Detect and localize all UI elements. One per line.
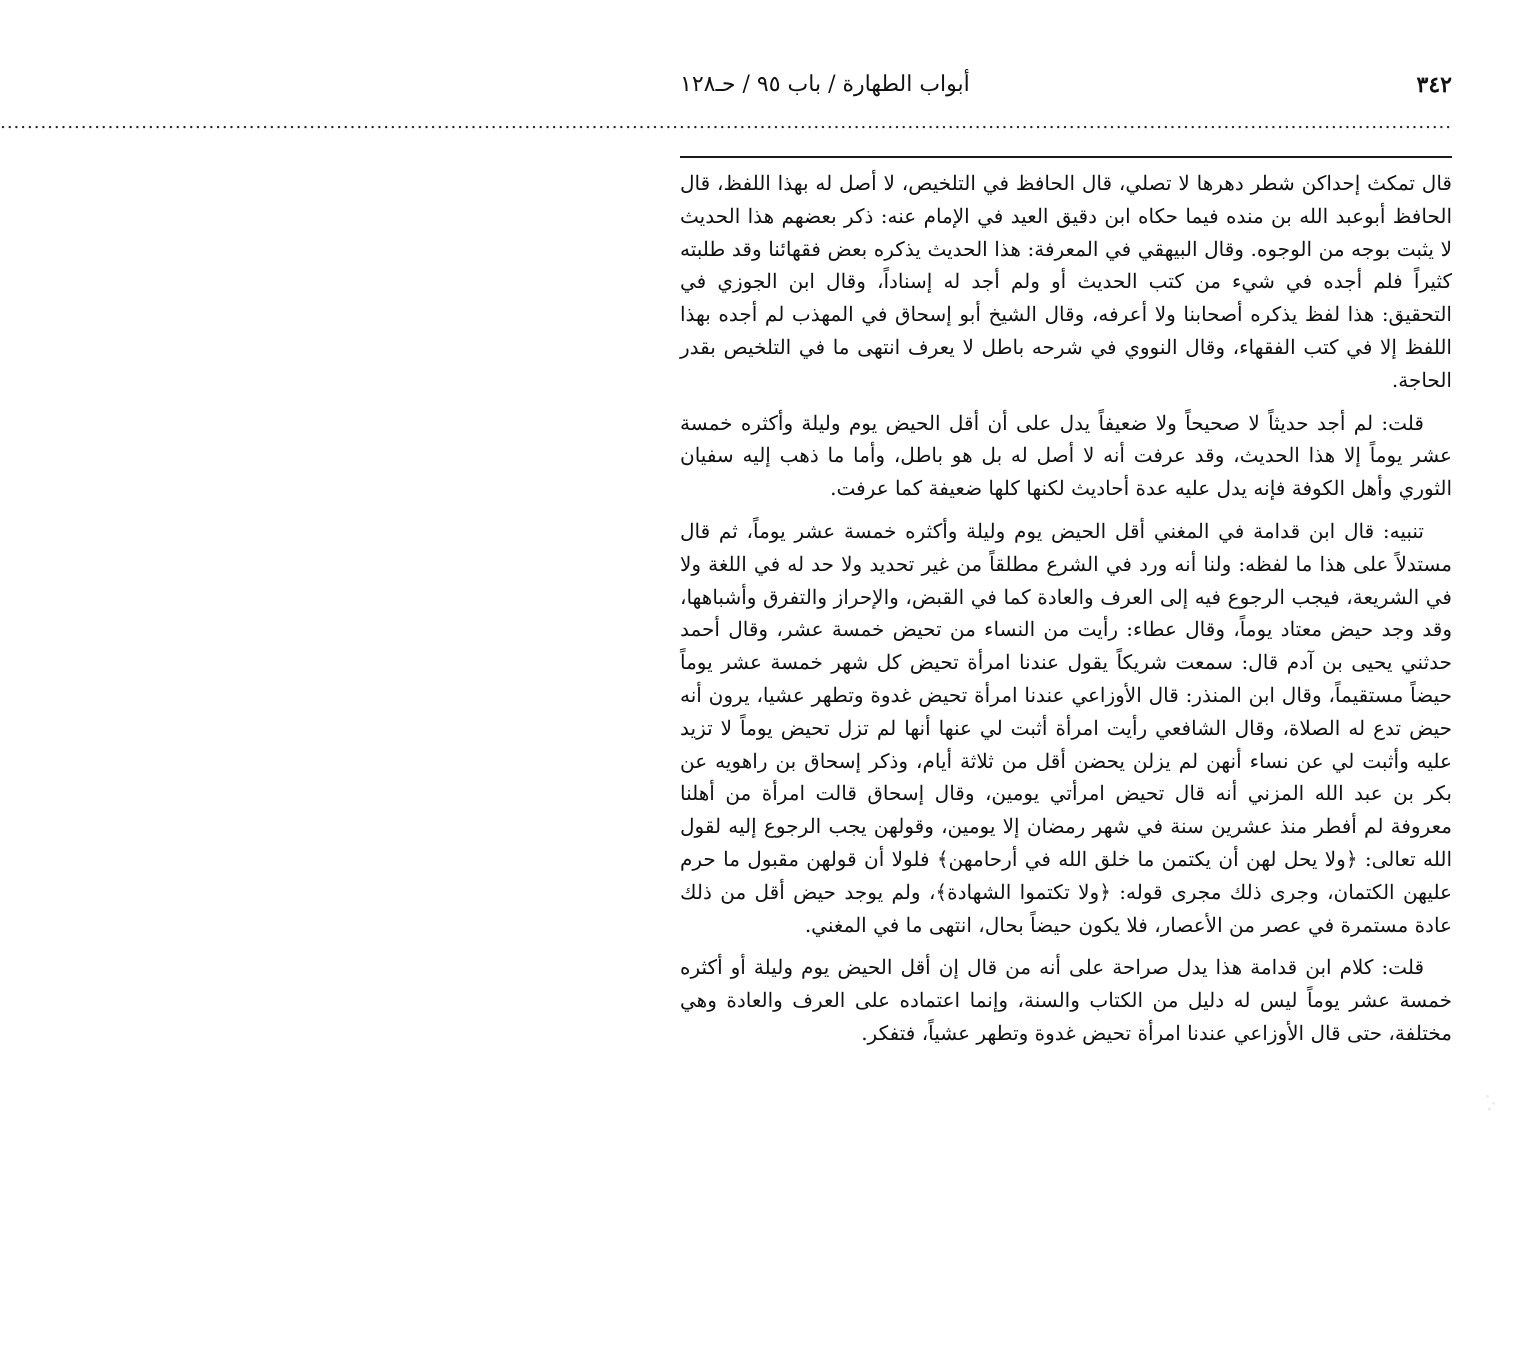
paragraph: قلت: كلام ابن قدامة هذا يدل صراحة على أنه من قال إن أقل الحيض يوم وليلة أو أكثره خمسة عشر يوماً ليس له دليل من الكتاب والسنة، وإنما اعتماده على العرف والعادة وهي مختلفة، حتى قال الأوزاعي عندنا امرأة تحيض غدوة وتطهر عشياً، فتفكر. xyxy=(680,955,1452,1045)
dotted-separator: ........................................................................................................................................................................................................................ xyxy=(0,112,1452,133)
page-number: ٣٤٢ xyxy=(1416,72,1452,98)
main-text xyxy=(680,167,1452,1060)
chapter-heading: أبواب الطهارة / باب ٩٥ / حـ١٢٨ xyxy=(680,72,970,97)
top-rule xyxy=(680,156,1452,158)
paragraph: قلت: لم أجد حديثاً لا صحيحاً ولا ضعيفاً يدل على أن أقل الحيض يوم وليلة وأكثره خمسة عشر يوماً إلا هذا الحديث، وقد عرفت أنه لا أصل له بل هو باطل، وأما ما ذهب إليه سفيان الثوري وأهل الكوفة فإنه يدل عليه عدة أحاديث لكنها كلها ضعيفة كما عرفت. xyxy=(680,410,1452,501)
running-header xyxy=(680,62,1452,96)
scan-speckle-mark xyxy=(1482,1088,1500,1116)
paragraph: قال تمكث إحداكن شطر دهرها لا تصلي، قال الحافظ في التلخيص، لا أصل له بهذا اللفظ، قال الحافظ أبوعبد الله بن منده فيما حكاه ابن دقيق العيد في الإمام عنه: ذكر بعضهم هذا الحديث لا يثبت بوجه من الوجوه. وقال البيهقي في المعرفة: هذا الحديث يذكره بعض فقهائنا وقد طلبته كثيراً فلم أجده في شيء من كتب الحديث أو ولم أجد له إسناداً، وقال ابن الجوزي في التحقيق: هذا لفظ يذكره أصحابنا ولا أعرفه، وقال الشيخ أبو إسحاق في المهذب لم أجده بهذا اللفظ إلا في كتب الفقهاء، وقال النووي في شرحه باطل لا يعرف انتهى ما في التلخيص بقدر الحاجة. xyxy=(680,171,1452,392)
paragraph: تنبيه: قال ابن قدامة في المغني أقل الحيض يوم وليلة وأكثره خمسة عشر يوماً، ثم قال مستدلاً على هذا ما لفظه: ولنا أنه ورد في الشرع مطلقاً من غير تحديد ولا حد له في اللغة ولا في الشريعة، فيجب الرجوع فيه إلى العرف والعادة كما في القبض، والإحراز والتفرق وأشباهها، وقد وجد حيض معتاد يوماً، وقال عطاء: رأيت من النساء من تحيض خمسة عشر، وقال أحمد حدثني يحيى بن آدم قال: سمعت شريكاً يقول عندنا امرأة تحيض كل شهر خمسة عشر يوماً حيضاً مستقيماً، وقال ابن المنذر: قال الأوزاعي عندنا امرأة تحيض غدوة وتطهر عشيا، يرون أنه حيض تدع له الصلاة، وقال الشافعي رأيت امرأة أثبت لي عنها أنها لم تزل تحيض يوماً لا تزيد عليه وأثبت لي عن نساء أنهن لم يزلن يحضن أقل من ثلاثة أيام، وذكر إسحاق بن راهويه عن بكر بن عبد الله المزني أنه قال تحيض امرأتي يومين، وقال إسحاق قالت امرأة من أهلنا معروفة لم أفطر منذ عشرين سنة في شهر رمضان إلا يومين، وقولهن يجب الرجوع إليه لقول الله تعالى: ﴿ولا يحل لهن أن يكتمن ما خلق الله في أرحامهن﴾ فلولا أن قولهن مقبول ما حرم عليهن الكتمان، وجرى ذلك مجرى قوله: ﴿ولا تكتموا الشهادة﴾، ولم يوجد حيض أقل من ذلك عادة مستمرة في عصر من الأعصار، فلا يكون حيضاً بحال، انتهى ما في المغني. xyxy=(680,518,1452,937)
